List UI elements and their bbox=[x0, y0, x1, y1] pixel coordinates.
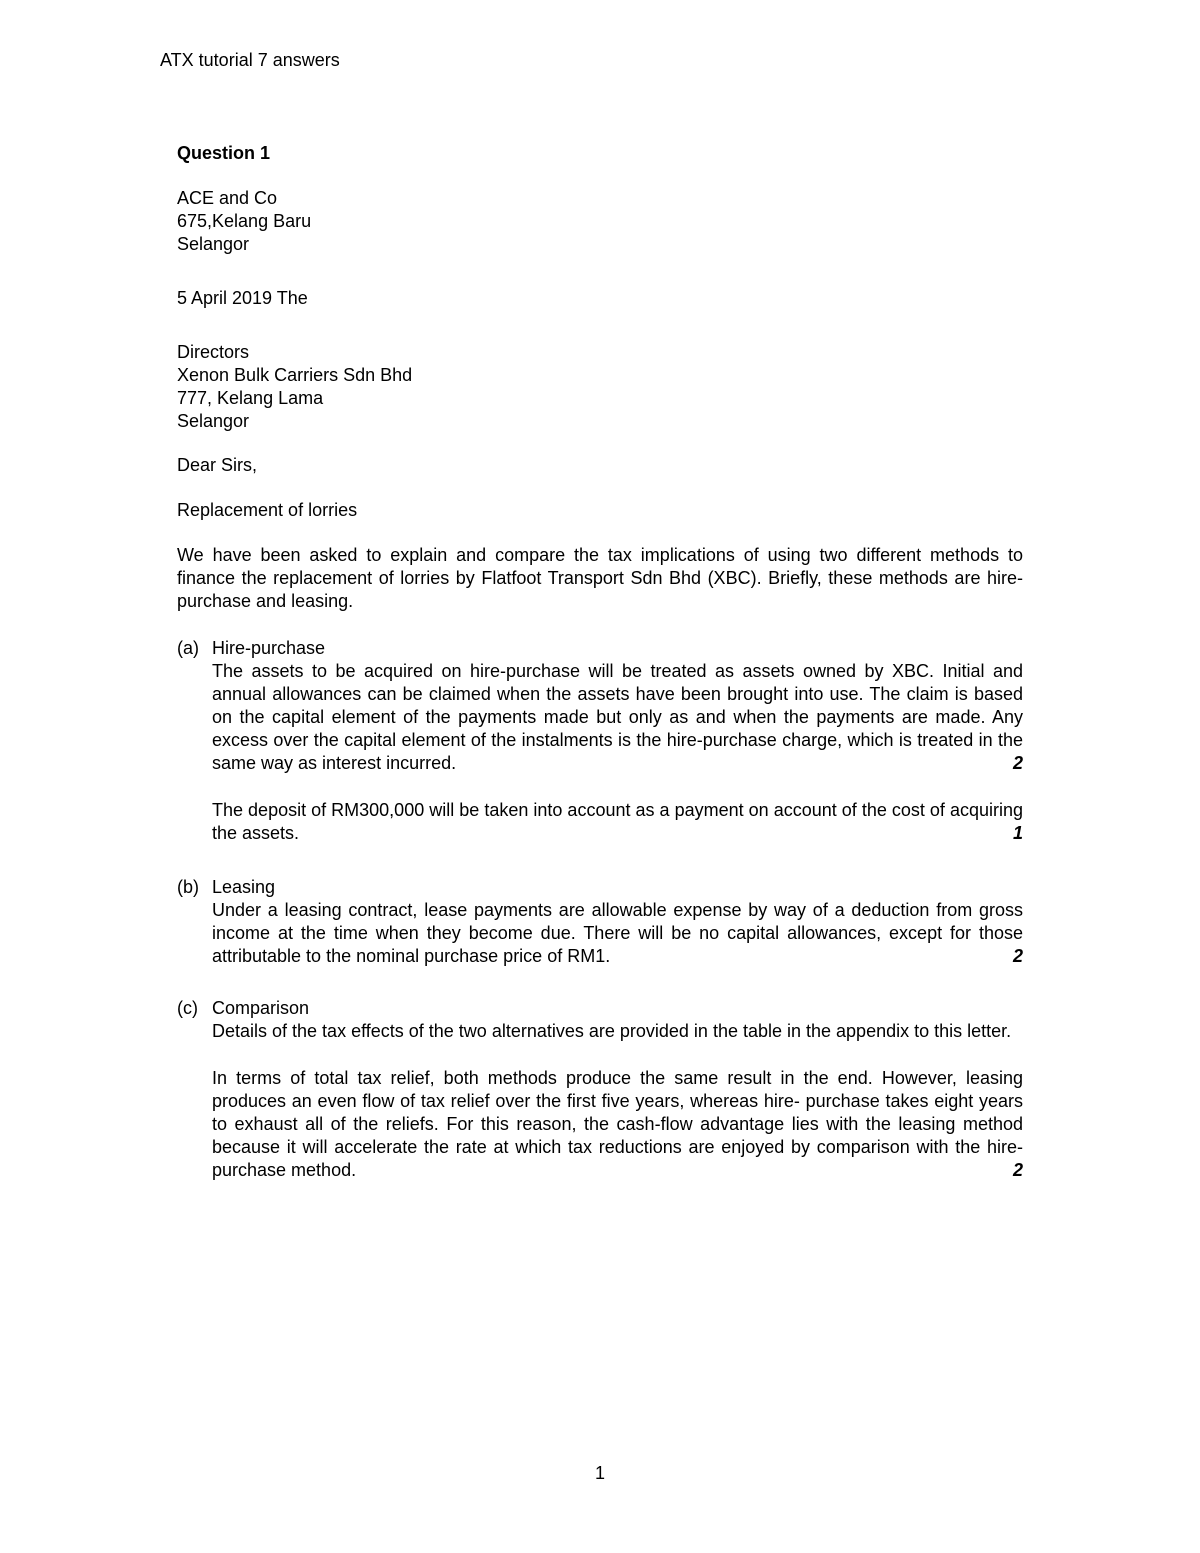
section-b-heading bbox=[177, 876, 1023, 899]
section-a-title: Hire-purchase bbox=[212, 638, 326, 658]
section-a-paragraph-1 bbox=[212, 660, 1023, 775]
section-c-letter: (c) bbox=[177, 998, 198, 1018]
intro-paragraph: We have been asked to explain and compare the tax implications of using two different methods to finance the replacement of lorries by Flatfoot Transport Sdn Bhd (XBC). Briefly, these methods are hire-purchase and leasing. bbox=[177, 545, 1023, 611]
section-a-paragraph-2 bbox=[212, 799, 1023, 845]
date-line: 5 April 2019 The bbox=[177, 288, 308, 308]
sender-address-line-2: Selangor bbox=[177, 234, 250, 254]
recipient-line-4: Selangor bbox=[177, 411, 250, 431]
section-leasing bbox=[177, 876, 1023, 968]
section-b-letter: (b) bbox=[177, 877, 199, 897]
sender-address bbox=[177, 187, 311, 256]
section-c-mark-2: 2 bbox=[1012, 1160, 1023, 1180]
recipient-address bbox=[177, 341, 412, 433]
section-a-heading bbox=[177, 637, 1023, 660]
section-c-paragraph-2-text: In terms of total tax relief, both methods produce the same result in the end. However, leasing produces an even flow of tax relief over the first five years, whereas hire- purchase takes eight years to exhaust all of the reliefs. For this reason, the cash-flow advantage lies with the leasing method because it will accelerate the rate at which tax reductions are enjoyed by comparison with the hire-purchase method. bbox=[212, 1068, 1023, 1180]
section-a-mark-1: 2 bbox=[1012, 753, 1023, 773]
section-a-paragraph-2-text: The deposit of RM300,000 will be taken into account as a payment on account of the cost of acquiring the assets. bbox=[212, 800, 1023, 843]
sender-name: ACE and Co bbox=[177, 188, 278, 208]
section-c-title: Comparison bbox=[212, 998, 310, 1018]
sender-address-line-1: 675,Kelang Baru bbox=[177, 211, 312, 231]
recipient-line-1: Directors bbox=[177, 342, 250, 362]
section-c-paragraph-1 bbox=[212, 1020, 1023, 1043]
page-number: 1 bbox=[594, 1463, 605, 1483]
document-header-title: ATX tutorial 7 answers bbox=[160, 50, 340, 70]
section-c-paragraph-2 bbox=[212, 1067, 1023, 1182]
recipient-line-3: 777, Kelang Lama bbox=[177, 388, 324, 408]
section-b-paragraph-1 bbox=[212, 899, 1023, 968]
section-c-paragraph-1-text: Details of the tax effects of the two alternatives are provided in the table in the appendix to this letter. bbox=[212, 1021, 1012, 1041]
section-a-mark-2: 1 bbox=[1012, 823, 1023, 843]
section-hire-purchase bbox=[177, 637, 1023, 845]
salutation: Dear Sirs, bbox=[177, 455, 258, 475]
section-comparison bbox=[177, 997, 1023, 1182]
section-b-title: Leasing bbox=[212, 877, 276, 897]
section-b-paragraph-1-text: Under a leasing contract, lease payments are allowable expense by way of a deduction from gross income at the time when they become due. There will be no capital allowances, except for those attributable to the nominal purchase price of RM1. bbox=[212, 900, 1023, 966]
section-a-letter: (a) bbox=[177, 638, 199, 658]
section-b-mark-1: 2 bbox=[1012, 946, 1023, 966]
recipient-line-2: Xenon Bulk Carriers Sdn Bhd bbox=[177, 365, 413, 385]
section-a-body bbox=[212, 660, 1023, 845]
question-title: Question 1 bbox=[177, 143, 271, 163]
section-c-body bbox=[212, 1020, 1023, 1182]
section-c-heading bbox=[177, 997, 1023, 1020]
section-b-body bbox=[212, 899, 1023, 968]
section-a-paragraph-1-text: The assets to be acquired on hire-purchase will be treated as assets owned by XBC. Initial and annual allowances can be claimed when the assets have been brought into use. The claim is based on the capital element of the payments made but only as and when the payments are made. Any excess over the capital element of the instalments is the hire-purchase charge, which is treated in the same way as interest incurred. bbox=[212, 661, 1023, 773]
subject-line: Replacement of lorries bbox=[177, 500, 358, 520]
